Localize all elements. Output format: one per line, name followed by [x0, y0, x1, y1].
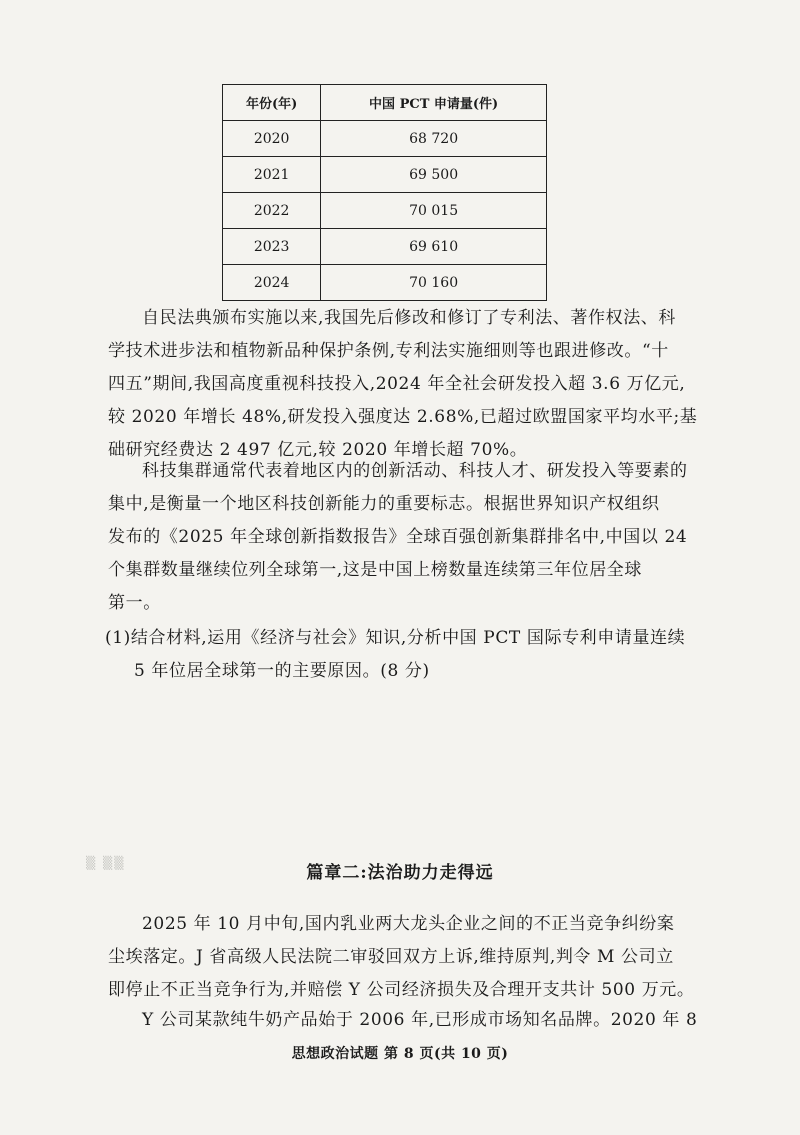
question-line: (1)结合材料,运用《经济与社会》知识,分析中国 PCT 国际专利申请量连续: [105, 628, 686, 648]
pct-application-table: [222, 84, 547, 301]
page-footer: 思想政治试题 第 8 页(共 10 页): [291, 1046, 509, 1062]
text-line: 础研究经费达 2 497 亿元,较 2020 年增长超 70%。: [108, 440, 528, 460]
text-line: 学技术进步法和植物新品种保护条例,专利法实施细则等也跟进修改。“十: [108, 341, 669, 361]
paragraph-tech-clusters: [108, 455, 718, 620]
text-line: 尘埃落定。J 省高级人民法院二审驳回双方上诉,维持原判,判令 M 公司立: [108, 947, 674, 967]
text-line: Y 公司某款纯牛奶产品始于 2006 年,已形成市场知名品牌。2020 年 8: [142, 1010, 698, 1030]
row-year: 2024: [223, 265, 321, 301]
table-row: [223, 157, 547, 193]
text-line: 个集群数量继续位列全球第一,这是中国上榜数量连续第三年位居全球: [108, 560, 643, 580]
table-row: [223, 229, 547, 265]
text-line: 即停止不正当竞争行为,并赔偿 Y 公司经济损失及合理开支共计 500 万元。: [108, 980, 695, 1000]
scan-smudge: ▒ ▒▒: [86, 856, 126, 870]
paragraph-y-company: [108, 1004, 718, 1037]
header-count: 中国 PCT 申请量(件): [321, 85, 547, 121]
text-line: 科技集群通常代表着地区内的创新活动、科技人才、研发投入等要素的: [142, 461, 688, 481]
header-year: 年份(年): [223, 85, 321, 121]
table-header-row: [223, 85, 547, 121]
table-row: [223, 121, 547, 157]
table-row: [223, 193, 547, 229]
text-line: 2025 年 10 月中旬,国内乳业两大龙头企业之间的不正当竞争纠纷案: [142, 914, 675, 934]
row-year: 2022: [223, 193, 321, 229]
question-1: [105, 622, 718, 688]
section-heading: 篇章二:法治助力走得远: [306, 863, 494, 883]
question-line: 5 年位居全球第一的主要原因。(8 分): [134, 661, 430, 681]
text-line: 发布的《2025 年全球创新指数报告》全球百强创新集群排名中,中国以 24: [108, 527, 688, 547]
row-count: 69 500: [321, 157, 547, 193]
row-count: 68 720: [321, 121, 547, 157]
row-year: 2023: [223, 229, 321, 265]
paragraph-dairy-case: [108, 908, 718, 1007]
row-year: 2020: [223, 121, 321, 157]
row-year: 2021: [223, 157, 321, 193]
text-line: 第一。: [108, 593, 161, 613]
text-line: 自民法典颁布实施以来,我国先后修改和修订了专利法、著作权法、科: [142, 308, 677, 328]
row-count: 70 015: [321, 193, 547, 229]
row-count: 69 610: [321, 229, 547, 265]
table-row: [223, 265, 547, 301]
text-line: 四五”期间,我国高度重视科技投入,2024 年全社会研发投入超 3.6 万亿元,: [108, 374, 686, 394]
row-count: 70 160: [321, 265, 547, 301]
paragraph-law-revisions: [108, 302, 718, 467]
text-line: 集中,是衡量一个地区科技创新能力的重要标志。根据世界知识产权组织: [108, 494, 660, 514]
text-line: 较 2020 年增长 48%,研发投入强度达 2.68%,已超过欧盟国家平均水平;基: [108, 407, 698, 427]
